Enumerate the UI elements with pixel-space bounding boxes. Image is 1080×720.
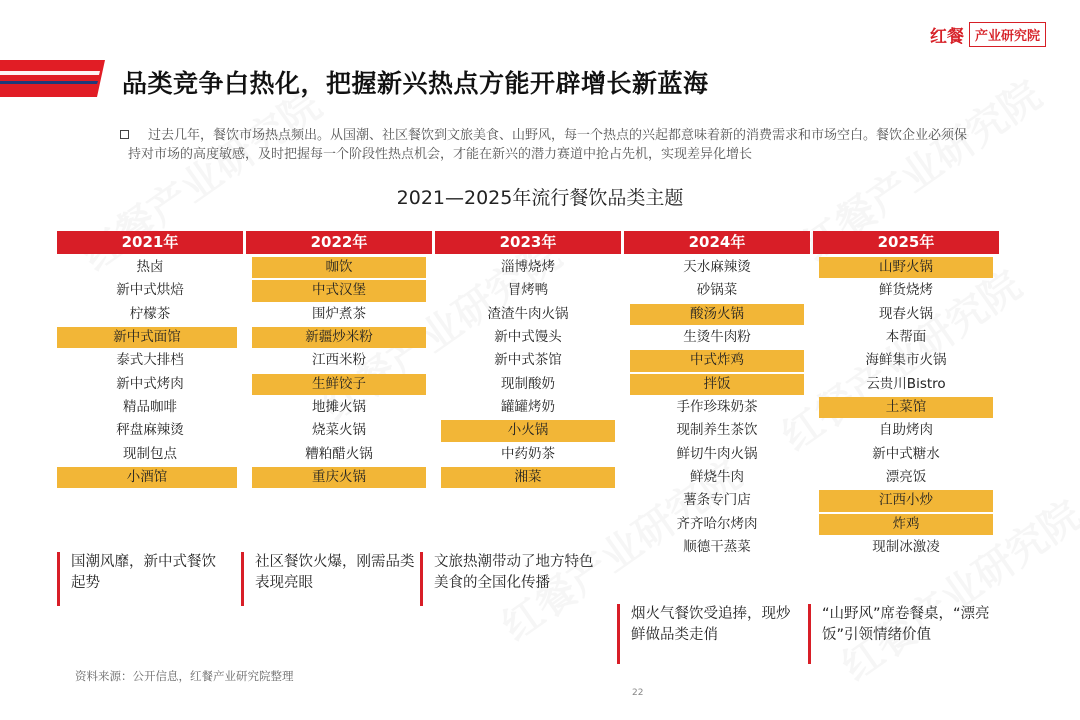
note-2024: 烟火气餐饮受追捧，现炒鲜做品类走俏 [617,604,797,664]
source-note: 资料来源：公开信息，红餐产业研究院整理 [75,669,294,683]
category-cell: 现制冰激凌 [872,539,940,556]
note-2021: 国潮风靡，新中式餐饮起势 [57,552,227,606]
category-cell: 糟粕醋火锅 [305,445,373,462]
category-cell: 新中式馒头 [494,329,562,346]
category-cell: 齐齐哈尔烤肉 [676,515,758,532]
category-cell: 砂锅菜 [696,282,738,299]
highlighted-category-cell: 咖饮 [252,257,426,278]
year-header: 2021年 [57,231,243,254]
year-column [57,231,243,559]
page-title: 品类竞争白热化，把握新兴热点方能开辟增长新蓝海 [122,69,709,98]
category-cell: 新中式烤肉 [116,375,184,392]
year-header: 2022年 [246,231,432,254]
logo-mark: 红餐 [930,27,964,47]
year-column [624,231,810,559]
category-cell: 新中式糖水 [872,445,940,462]
category-cell: 冒烤鸭 [507,282,549,299]
category-cell: 鲜切牛肉火锅 [676,445,758,462]
year-header: 2025年 [813,231,999,254]
intro-paragraph [128,126,973,164]
square-bullet-icon [120,130,129,139]
logo-text: 产业研究院 [969,22,1046,47]
category-cell: 生烫牛肉粉 [683,329,751,346]
highlighted-category-cell: 拌饭 [630,374,804,395]
category-cell: 自助烤肉 [879,422,933,439]
category-cell: 烧菜火锅 [312,422,366,439]
category-cell: 热卤 [136,259,164,275]
highlighted-category-cell: 新疆炒米粉 [252,327,426,348]
category-cell: 现制包点 [123,445,177,462]
trend-table [57,231,999,559]
highlighted-category-cell: 新中式面馆 [57,327,237,348]
title-band-decoration [0,59,108,99]
category-cell: 云贵川Bistro [866,375,946,392]
highlighted-category-cell: 江西小炒 [819,490,993,511]
category-cell: 薯条专门店 [683,492,751,509]
highlighted-category-cell: 炸鸡 [819,514,993,535]
year-column [813,231,999,559]
category-cell: 手作珍珠奶茶 [676,399,758,416]
category-cell: 新中式烘焙 [116,282,184,299]
brand-logo [930,22,1046,47]
category-cell: 顺德干蒸菜 [683,539,751,556]
category-cell: 鲜货烧烤 [879,282,933,299]
highlighted-category-cell: 山野火锅 [819,257,993,278]
highlighted-category-cell: 湘菜 [441,467,615,488]
category-cell: 江西米粉 [312,352,366,369]
category-cell: 本帮面 [885,329,927,346]
year-header: 2024年 [624,231,810,254]
page-number: 22 [632,688,644,698]
category-cell: 漂亮饭 [885,469,927,486]
category-cell: 现春火锅 [879,305,933,322]
category-cell: 精品咖啡 [123,399,177,416]
category-cell: 鲜烧牛肉 [690,469,744,486]
category-cell: 现制养生茶饮 [676,422,758,439]
highlighted-category-cell: 小火锅 [441,420,615,441]
category-cell: 海鲜集市火锅 [865,352,947,369]
category-cell: 围炉煮茶 [312,305,366,322]
category-cell: 现制酸奶 [501,375,555,392]
category-cell: 泰式大排档 [116,352,184,369]
note-2025: “山野风”席卷餐桌，“漂亮饭”引领情绪价值 [808,604,1018,664]
category-cell: 中药奶茶 [501,445,555,462]
highlighted-category-cell: 小酒馆 [57,467,237,488]
category-cell: 秤盘麻辣烫 [116,422,184,439]
highlighted-category-cell: 土菜馆 [819,397,993,418]
category-cell: 天水麻辣烫 [683,259,751,275]
category-cell: 淄博烧烤 [501,259,555,275]
highlighted-category-cell: 生鲜饺子 [252,374,426,395]
category-cell: 地摊火锅 [312,399,366,416]
note-2022: 社区餐饮火爆，刚需品类表现亮眼 [241,552,416,606]
note-2023: 文旅热潮带动了地方特色美食的全国化传播 [420,552,605,606]
highlighted-category-cell: 中式汉堡 [252,280,426,301]
highlighted-category-cell: 酸汤火锅 [630,304,804,325]
category-cell: 柠檬茶 [129,305,171,322]
year-column [246,231,432,559]
intro-text: 过去几年，餐饮市场热点频出。从国潮、社区餐饮到文旅美食、山野风，每一个热点的兴起都意味着新的消费需求和市场空白。餐饮企业必须保持对市场的高度敏感，及时把握每一个阶段性热点机会，才能在新兴的潜力赛道中抢占先机，实现差异化增长 [128,128,968,162]
year-header: 2023年 [435,231,621,254]
category-cell: 新中式茶馆 [494,352,562,369]
year-column [435,231,621,559]
highlighted-category-cell: 重庆火锅 [252,467,426,488]
category-cell: 渣渣牛肉火锅 [487,305,569,322]
category-cell: 罐罐烤奶 [501,399,555,416]
highlighted-category-cell: 中式炸鸡 [630,350,804,371]
table-title: 2021—2025年流行餐饮品类主题 [396,187,684,209]
